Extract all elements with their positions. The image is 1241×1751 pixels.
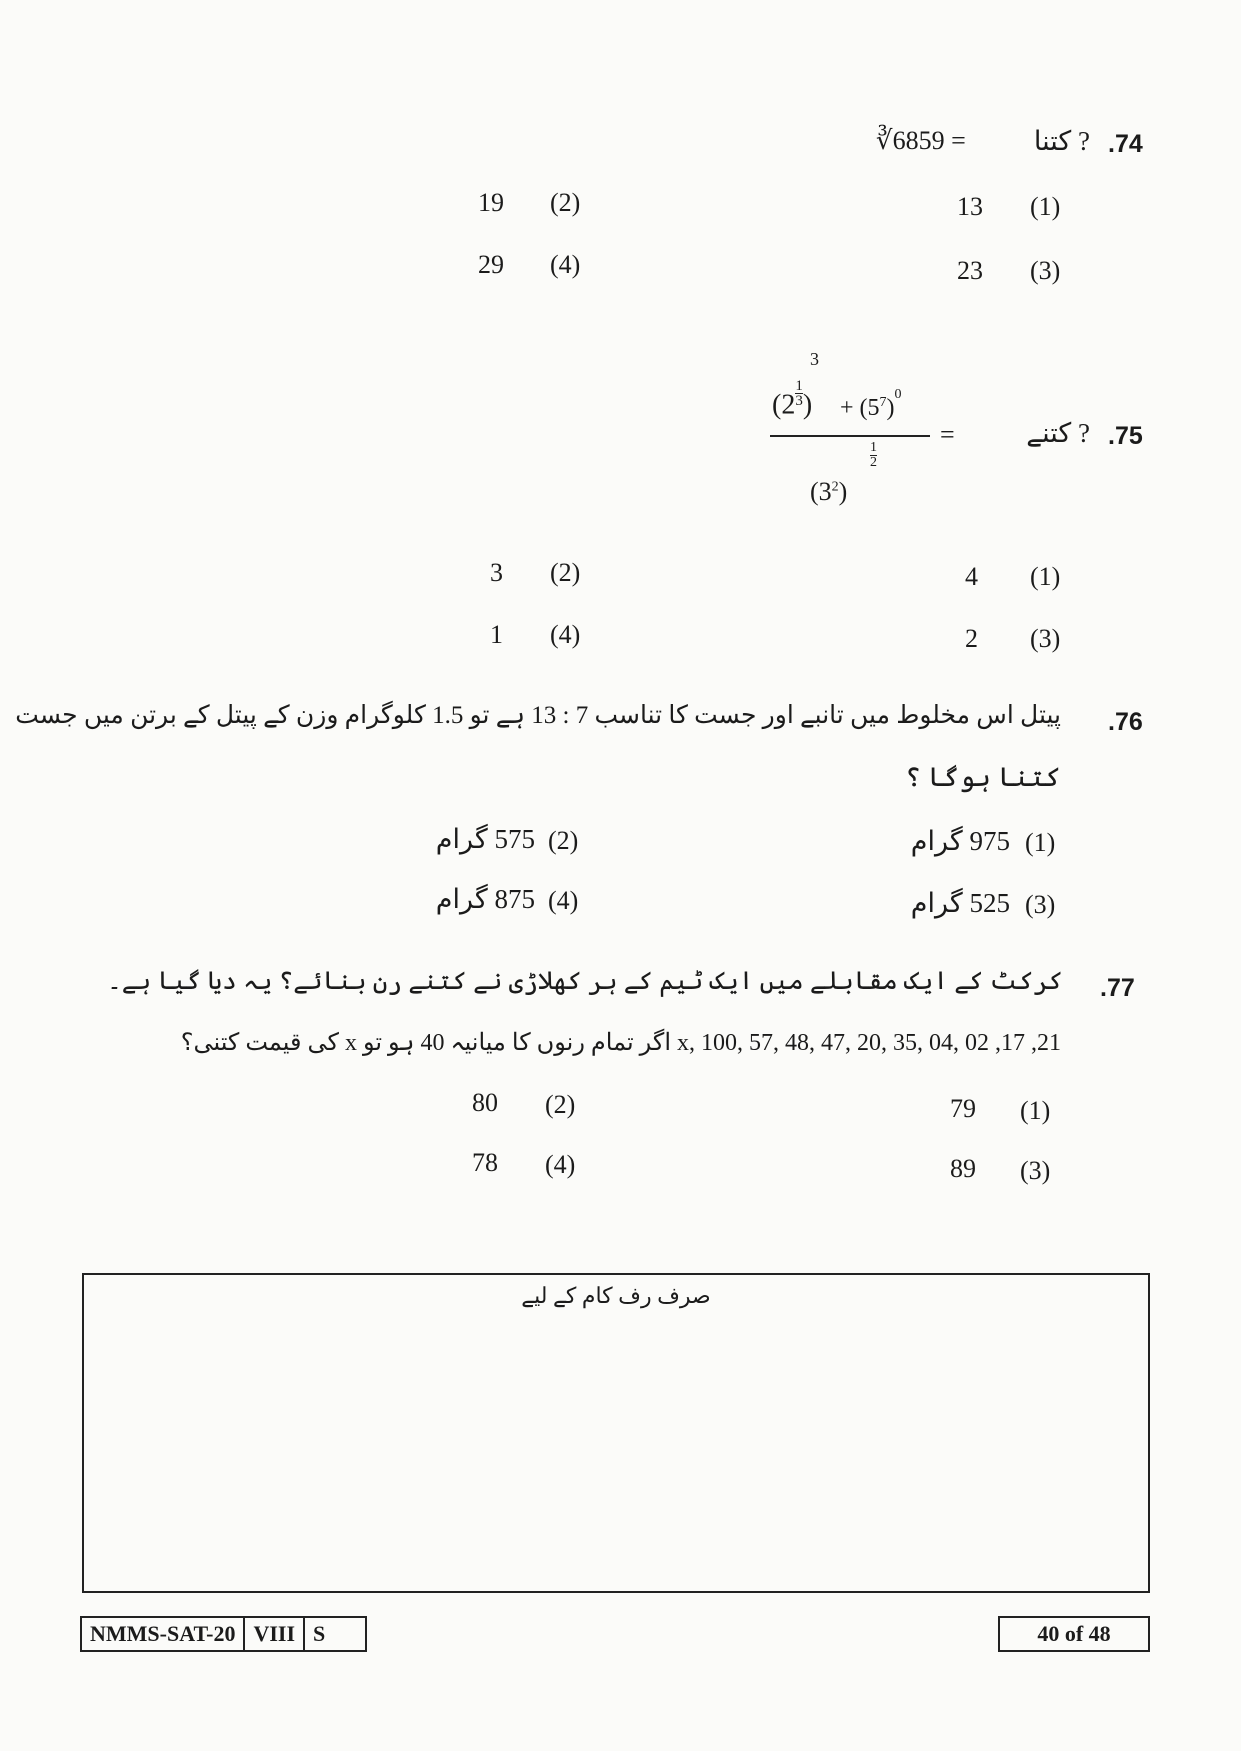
question-prompt: ? کتنا	[1033, 126, 1090, 156]
denom-square: 2	[831, 479, 839, 495]
option-label: (4)	[545, 1150, 576, 1179]
option-label: (3)	[1025, 890, 1056, 919]
option-value: 3	[490, 558, 503, 587]
question-text: 21, 17, x, 100, 57, 48, 47, 20, 35, 04, 02 اگر تمام رنوں کا میانیہ 40 ہو تو x کی قیمت کتنی؟	[180, 1030, 1061, 1056]
question-number: .75	[1108, 422, 1143, 450]
option-value: 2	[965, 624, 978, 653]
option-label: (4)	[550, 250, 581, 279]
question-text: کرکٹ کے ایک مقابلے میں ایک ٹیم کے ہر کھلاڑی نے کتنے رن بنائے؟ یہ دیا گیا ہے۔	[107, 968, 1063, 995]
option-label: (1)	[1030, 192, 1061, 221]
exam-name: NMMS-SAT-20	[82, 1618, 245, 1650]
option-label: (1)	[1030, 562, 1061, 591]
option-value: 19	[478, 188, 504, 217]
option-value: 78	[472, 1148, 498, 1177]
option-value: 1	[490, 620, 503, 649]
denominator-close: )	[838, 477, 848, 506]
denominator-base: (3	[810, 477, 832, 506]
plus-five: + (5	[840, 395, 880, 421]
exp-seven: 7	[879, 395, 887, 410]
numerator-base: (2	[772, 389, 796, 421]
option-label: (3)	[1030, 256, 1061, 285]
question-prompt: ? کتنے	[1026, 418, 1090, 448]
fraction-bar	[770, 435, 930, 437]
footer-exam-code	[80, 1616, 367, 1652]
fraction-expression	[770, 345, 930, 520]
page-number: 40 of 48	[998, 1616, 1150, 1652]
question-number: .74	[1108, 130, 1143, 158]
option-label: (1)	[1025, 828, 1056, 857]
plus-close: )	[886, 395, 895, 421]
option-label: (2)	[548, 826, 579, 855]
option-label: (4)	[548, 886, 579, 915]
option-value: 89	[950, 1154, 976, 1183]
option-label: (2)	[550, 558, 581, 587]
option-value: 575 گرام	[435, 824, 535, 854]
option-label: (3)	[1020, 1156, 1051, 1185]
option-label: (2)	[550, 188, 581, 217]
option-label: (4)	[550, 620, 581, 649]
numerator-close: )	[802, 389, 813, 421]
question-number: .77	[1100, 974, 1135, 1002]
denom-exp-numerator: 1	[870, 440, 877, 455]
option-label: (2)	[545, 1090, 576, 1119]
exp-zero: 0	[894, 387, 902, 402]
question-text: پیتل اس مخلوط میں تانبے اور جست کا تناسب 7 : 13 ہے تو 1.5 کلوگرام وزن کے پیتل کے برتن میں جست	[15, 702, 1061, 729]
rough-work-label: صرف رف کام کے لیے	[521, 1283, 711, 1308]
option-value: 975 گرام	[910, 826, 1010, 856]
outer-exponent: 3	[810, 349, 819, 369]
equals-sign: =	[940, 420, 955, 449]
class-code: VIII	[245, 1618, 305, 1650]
option-value: 875 گرام	[435, 884, 535, 914]
option-value: 79	[950, 1094, 976, 1123]
option-value: 13	[957, 192, 983, 221]
option-value: 80	[472, 1088, 498, 1117]
option-value: 525 گرام	[910, 888, 1010, 918]
option-label: (1)	[1020, 1096, 1051, 1125]
option-value: 4	[965, 562, 978, 591]
question-text: کتنا ہوگا ؟	[905, 762, 1061, 792]
cube-root-expression: ∛6859 =	[876, 126, 966, 155]
medium-code: S	[313, 1621, 326, 1646]
denom-exp-denominator: 2	[870, 455, 877, 470]
inner-exp-denominator: 3	[795, 393, 803, 409]
option-value: 23	[957, 256, 983, 285]
option-value: 29	[478, 250, 504, 279]
question-number: .76	[1108, 708, 1143, 736]
inner-exp-numerator: 1	[795, 378, 803, 394]
option-label: (3)	[1030, 624, 1061, 653]
rough-work-box	[82, 1273, 1150, 1593]
